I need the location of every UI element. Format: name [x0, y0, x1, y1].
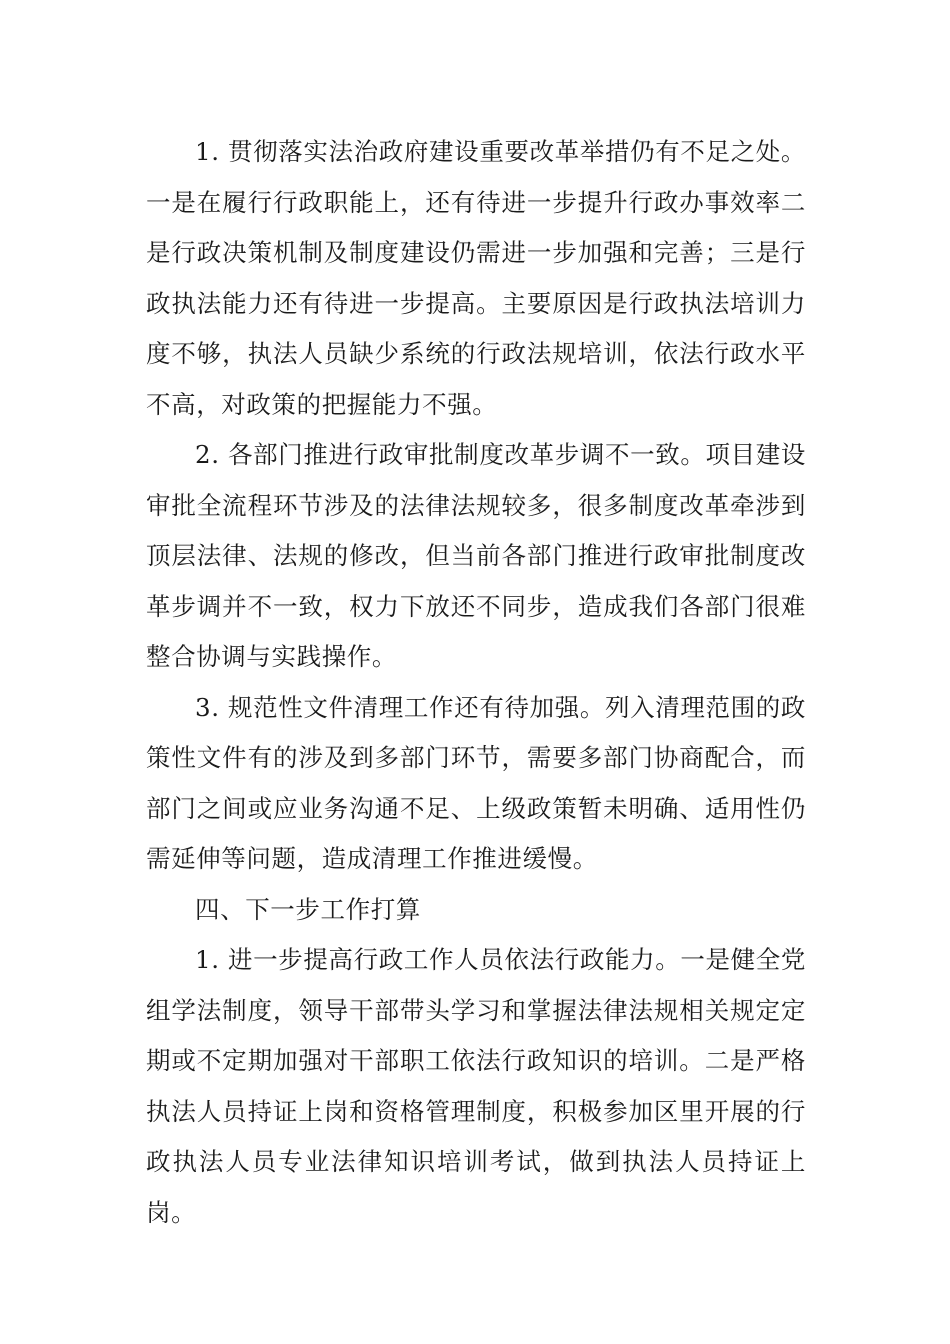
paragraph-1: 1. 贯彻落实法治政府建设重要改革举措仍有不足之处。一是在履行行政职能上，还有待进一步提升行政办事效率二是行政决策机制及制度建设仍需进一步加强和完善；三是行政执法能力还有待进一步提高。主要原因是行政执法培训力度不够，执法人员缺少系统的行政法规培训，依法行政水平不高，对政策的把握能力不强。 [146, 137, 806, 419]
paragraph-2: 2. 各部门推进行政审批制度改革步调不一致。项目建设审批全流程环节涉及的法律法规较多，很多制度改革牵涉到顶层法律、法规的修改，但当前各部门推进行政审批制度改革步调并不一致，权力下放还不同步，造成我们各部门很难整合协调与实践操作。 [146, 440, 806, 671]
section-heading: 四、下一步工作打算 [195, 894, 421, 924]
paragraph-4: 1. 进一步提高行政工作人员依法行政能力。一是健全党组学法制度，领导干部带头学习和掌握法律法规相关规定定期或不定期加强对干部职工依法行政知识的培训。二是严格执法人员持证上岗和资格管理制度，积极参加区里开展的行政执法人员专业法律知识培训考试，做到执法人员持证上岗。 [146, 945, 806, 1227]
paragraph-3: 3. 规范性文件清理工作还有待加强。列入清理范围的政策性文件有的涉及到多部门环节，需要多部门协商配合，而部门之间或应业务沟通不足、上级政策暂未明确、适用性仍需延伸等问题，造成清理工作推进缓慢。 [146, 692, 806, 873]
document-body [146, 127, 806, 1238]
